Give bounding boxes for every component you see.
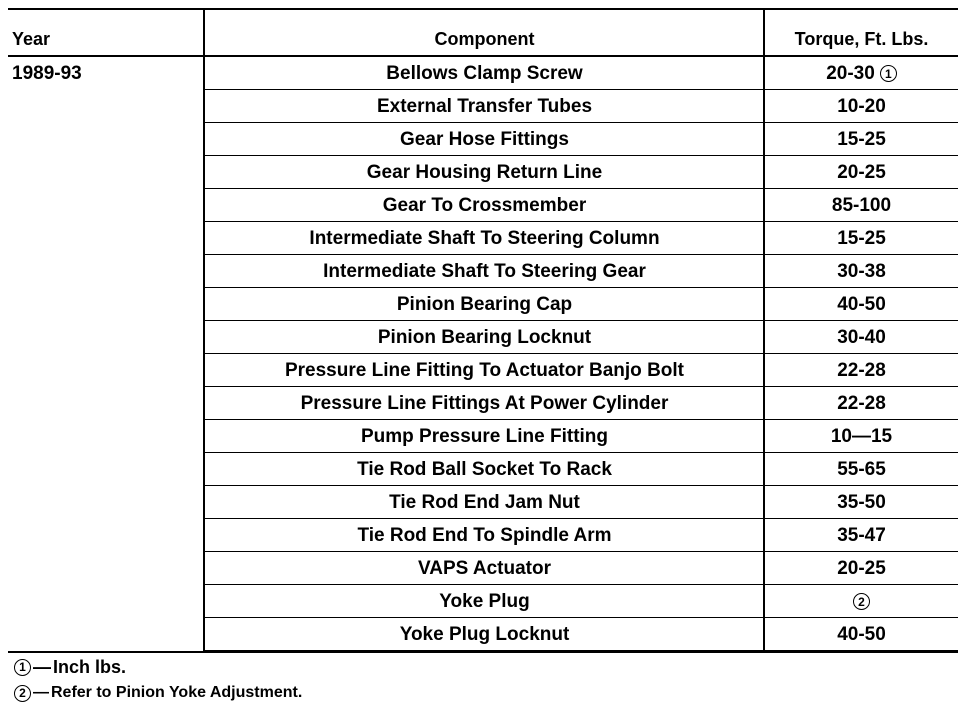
table-row [8, 222, 958, 255]
table-row [8, 321, 958, 354]
component-cell: Pressure Line Fittings At Power Cylinder [300, 392, 669, 414]
torque-cell [765, 222, 958, 255]
footnote-text: Refer to Pinion Yoke Adjustment. [51, 684, 303, 701]
column-divider [763, 156, 765, 189]
table-row [8, 519, 958, 552]
column-divider [203, 453, 205, 486]
year-cell [8, 486, 205, 519]
header-torque: Torque, Ft. Lbs. [794, 29, 929, 49]
circled-2-icon: 2 [14, 685, 31, 702]
torque-value: 35-47 [837, 524, 886, 546]
component-cell: Tie Rod End Jam Nut [389, 491, 580, 513]
footnotes [14, 654, 302, 706]
column-divider [763, 354, 765, 387]
torque-value: 15-25 [837, 128, 886, 150]
column-divider [763, 123, 765, 156]
torque-cell [765, 585, 958, 618]
table-row [8, 255, 958, 288]
torque-value: 40-50 [837, 623, 886, 645]
year-cell [8, 552, 205, 585]
table-bottom-rule [8, 651, 958, 653]
torque-value: 20-30 [826, 62, 875, 84]
torque-value: 40-50 [837, 293, 886, 315]
year-cell [8, 387, 205, 420]
table-row [8, 354, 958, 387]
torque-cell [765, 321, 958, 354]
component-cell: Tie Rod Ball Socket To Rack [357, 458, 612, 480]
torque-value: 20-25 [837, 161, 886, 183]
column-divider [763, 552, 765, 585]
torque-cell [765, 618, 958, 651]
component-cell: External Transfer Tubes [376, 95, 593, 117]
table-row [8, 552, 958, 585]
torque-cell [765, 255, 958, 288]
table-row [8, 387, 958, 420]
torque-cell [765, 519, 958, 552]
torque-cell [765, 90, 958, 123]
table-header-row [8, 8, 958, 57]
torque-cell [765, 123, 958, 156]
column-divider [763, 453, 765, 486]
torque-value: 22-28 [837, 392, 886, 414]
torque-cell [765, 156, 958, 189]
table-row [8, 123, 958, 156]
column-divider [763, 585, 765, 618]
torque-value: 10-20 [837, 95, 886, 117]
torque-cell [765, 420, 958, 453]
footnote-1 [14, 654, 302, 680]
component-cell: Pressure Line Fitting To Actuator Banjo Bolt [284, 359, 685, 381]
column-divider [203, 552, 205, 585]
column-divider [203, 255, 205, 288]
column-divider [203, 519, 205, 552]
year-cell [8, 321, 205, 354]
torque-cell [765, 453, 958, 486]
header-component: Component [434, 29, 535, 49]
torque-value: 55-65 [837, 458, 886, 480]
column-divider [203, 321, 205, 354]
column-divider [763, 57, 765, 90]
component-cell: Yoke Plug Locknut [399, 623, 570, 645]
torque-value: 85-100 [831, 194, 892, 216]
component-cell: Pinion Bearing Cap [396, 293, 573, 315]
column-divider [203, 354, 205, 387]
column-divider [763, 255, 765, 288]
torque-value: 22-28 [837, 359, 886, 381]
column-divider [763, 10, 765, 55]
component-cell: VAPS Actuator [417, 557, 552, 579]
table-body [8, 57, 958, 651]
table-row [8, 486, 958, 519]
component-cell: Pump Pressure Line Fitting [360, 425, 609, 447]
torque-value: 10—15 [830, 425, 893, 447]
column-divider [203, 90, 205, 123]
year-cell [8, 189, 205, 222]
circled-1-icon: 1 [880, 65, 897, 82]
year-cell [8, 354, 205, 387]
column-divider [203, 288, 205, 321]
footnote-dash: — [33, 684, 49, 701]
year-cell [8, 420, 205, 453]
column-divider [203, 222, 205, 255]
torque-cell [765, 552, 958, 585]
table-row [8, 189, 958, 222]
torque-cell [765, 57, 958, 90]
year-cell [8, 585, 205, 618]
column-divider [763, 618, 765, 651]
footnote-2 [14, 680, 302, 706]
component-cell: Gear To Crossmember [382, 194, 587, 216]
header-year: Year [12, 29, 51, 49]
column-divider [763, 189, 765, 222]
component-cell: Yoke Plug [439, 590, 530, 612]
column-divider [203, 57, 205, 90]
year-cell [8, 453, 205, 486]
column-divider [763, 222, 765, 255]
circled-2-icon: 2 [853, 593, 870, 610]
component-cell: Intermediate Shaft To Steering Column [309, 227, 660, 249]
table-row [8, 420, 958, 453]
torque-cell [765, 486, 958, 519]
column-divider [763, 519, 765, 552]
torque-cell [765, 387, 958, 420]
torque-specs-table [8, 8, 958, 651]
torque-value: 30-40 [837, 326, 886, 348]
torque-cell [765, 288, 958, 321]
table-row [8, 453, 958, 486]
column-divider [203, 123, 205, 156]
component-cell: Bellows Clamp Screw [386, 62, 583, 84]
torque-cell [765, 189, 958, 222]
column-divider [203, 618, 205, 651]
table-row [8, 585, 958, 618]
column-divider [763, 420, 765, 453]
torque-value: 30-38 [837, 260, 886, 282]
component-cell: Intermediate Shaft To Steering Gear [323, 260, 646, 282]
column-divider [203, 189, 205, 222]
column-divider [203, 156, 205, 189]
footnote-dash: — [33, 656, 51, 677]
component-cell: Gear Hose Fittings [400, 128, 569, 150]
year-cell [8, 123, 205, 156]
column-divider [763, 288, 765, 321]
year-cell [8, 288, 205, 321]
component-cell: Tie Rod End To Spindle Arm [357, 524, 612, 546]
year-cell [8, 519, 205, 552]
torque-value: 35-50 [837, 491, 886, 513]
column-divider [763, 90, 765, 123]
torque-cell [765, 354, 958, 387]
column-divider [203, 486, 205, 519]
year-cell [8, 90, 205, 123]
year-cell [8, 222, 205, 255]
table-row [8, 156, 958, 189]
circled-1-icon: 1 [14, 659, 31, 676]
torque-value: 15-25 [837, 227, 886, 249]
year-cell: 1989-93 [12, 62, 82, 84]
footnote-text: Inch lbs. [53, 656, 127, 677]
column-divider [763, 321, 765, 354]
column-divider [203, 420, 205, 453]
table-row [8, 288, 958, 321]
column-divider [203, 387, 205, 420]
year-cell [8, 255, 205, 288]
torque-value: 20-25 [837, 557, 886, 579]
component-cell: Pinion Bearing Locknut [377, 326, 592, 348]
table-row [8, 57, 958, 90]
year-cell [8, 618, 205, 651]
column-divider [763, 387, 765, 420]
table-row [8, 90, 958, 123]
table-row [8, 618, 958, 651]
column-divider [203, 10, 205, 55]
component-cell: Gear Housing Return Line [366, 161, 603, 183]
year-cell [8, 156, 205, 189]
column-divider [203, 585, 205, 618]
column-divider [763, 486, 765, 519]
